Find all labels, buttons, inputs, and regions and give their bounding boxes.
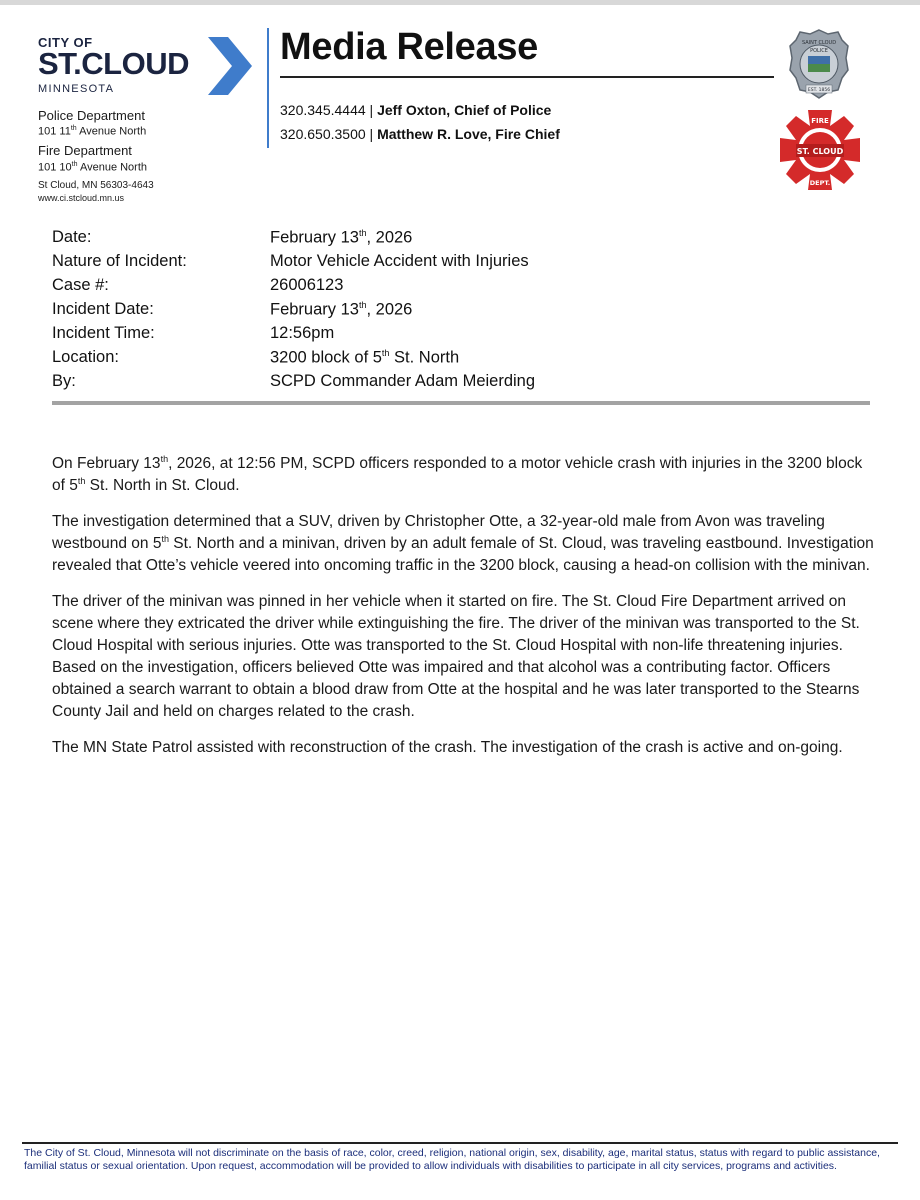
fire-emblem-name-text: ST. CLOUD	[796, 147, 844, 156]
header-divider	[267, 28, 269, 148]
row-incident-time	[52, 324, 872, 348]
contact-police: 320.345.4444 | Jeff Oxton, Chief of Police	[280, 102, 552, 118]
case-label: Case #:	[52, 276, 109, 294]
city-zip: St Cloud, MN 56303-4643	[38, 180, 154, 191]
release-body	[52, 453, 874, 773]
police-badge-mid-text: POLICE	[810, 48, 828, 54]
fire-dept-emblem-icon	[778, 108, 862, 192]
location-label: Location:	[52, 348, 119, 366]
top-edge-bar	[0, 0, 920, 5]
fire-dept-address: 101 10th Avenue North	[38, 161, 148, 174]
logo-chevron-icon	[206, 35, 254, 97]
logo-name: ST.CLOUD	[38, 46, 189, 81]
paragraph-3: The driver of the minivan was pinned in her vehicle when it started on fire. The St. Cloud Fire Department arrived on scene where they extricated the driver while extinguishing the fire. The driver of the minivan was transported to the St. Cloud Hospital with serious injuries. Otte was transported to the St. Cloud Hospital with non-life threatening injuries. Based on the investigation, officers believed Otte was impaired and that alcohol was a contributing factor. Officers obtained a search warrant to obtain a blood draw from Otte at the hospital and he was later transported to the Stearns County Jail and held on charges related to the crash.	[52, 593, 860, 720]
incident-time-value: 12:56pm	[270, 324, 335, 342]
row-case	[52, 276, 872, 300]
nature-label: Nature of Incident:	[52, 252, 187, 270]
footer-disclaimer: The City of St. Cloud, Minnesota will not discriminate on the basis of race, color, creed, religion, national origin, sex, disability, age, marital status, status with regard to public assistance, familial status or sexual orientation. Upon request, accommodation will be provided to allow individuals with disabilities to participate in all city services, programs and activities.	[24, 1147, 880, 1172]
row-location	[52, 348, 872, 372]
incident-date-value: February 13th, 2026	[270, 300, 413, 319]
fire-dept-name: Fire Department	[38, 143, 132, 158]
footer-rule	[22, 1142, 898, 1144]
contact-fire: 320.650.3500 | Matthew R. Love, Fire Chief	[280, 126, 560, 142]
police-badge-top-text: SAINT CLOUD	[801, 40, 837, 46]
row-nature	[52, 252, 872, 276]
row-incident-date	[52, 300, 872, 324]
paragraph-2: The investigation determined that a SUV, driven by Christopher Otte, a 32-year-old male from Avon was traveling westbound on 5th St. North and a minivan, driven by an adult female of St. Cloud, was traveling eastbound. Investigation revealed that Otte’s vehicle veered into oncoming traffic in the 3200 block, causing a head-on collision with the minivan.	[52, 513, 874, 574]
date-value: February 13th, 2026	[270, 228, 413, 247]
page-title: Media Release	[280, 26, 539, 68]
logo-state: MINNESOTA	[38, 83, 115, 95]
website-link[interactable]: www.ci.stcloud.mn.us	[38, 193, 125, 203]
police-dept-address: 101 11th Avenue North	[38, 125, 147, 138]
police-badge-icon	[788, 28, 850, 100]
paragraph-1: On February 13th, 2026, at 12:56 PM, SCPD officers responded to a motor vehicle crash with injuries in the 3200 block of 5th St. North in St. Cloud.	[52, 453, 863, 494]
location-value: 3200 block of 5th St. North	[270, 348, 460, 367]
fire-emblem-bottom-text: DEPT.	[809, 179, 831, 187]
city-logo	[38, 30, 268, 100]
police-dept-name: Police Department	[38, 108, 145, 123]
incident-details	[52, 228, 872, 396]
paragraph-4: The MN State Patrol assisted with reconstruction of the crash. The investigation of the crash is active and on-going.	[52, 739, 843, 756]
by-value: SCPD Commander Adam Meierding	[270, 372, 536, 390]
police-badge-est-text: EST. 1856	[807, 88, 831, 93]
date-label: Date:	[52, 228, 92, 246]
nature-value: Motor Vehicle Accident with Injuries	[270, 252, 529, 270]
fire-emblem-top-text: FIRE	[811, 117, 829, 125]
case-value: 26006123	[270, 276, 344, 294]
incident-date-label: Incident Date:	[52, 300, 154, 318]
logo-city-of: CITY OF	[38, 35, 93, 50]
incident-time-label: Incident Time:	[52, 324, 155, 342]
by-label: By:	[52, 372, 76, 390]
title-underline	[280, 76, 774, 78]
row-date	[52, 228, 872, 252]
row-by	[52, 372, 872, 396]
section-divider	[52, 401, 870, 405]
